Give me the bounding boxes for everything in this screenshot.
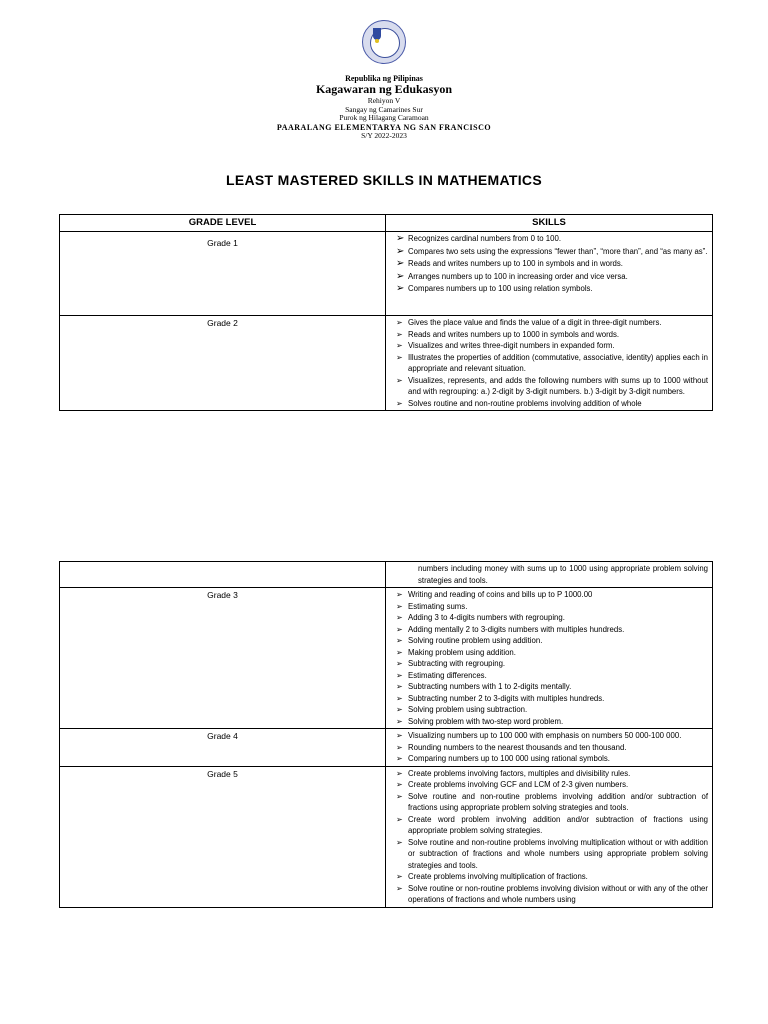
list-item: ➢ Solve routine and non-routine problems involving addition and/or subtraction of fractions using appropriate problem solving strategies and tools.: [396, 791, 708, 814]
list-item: ➢ Solve routine or non-routine problems involving division without or with any of the other operations of fractions and whole numbers using: [396, 883, 708, 906]
list-item: ➢ Visualizes, represents, and adds the following numbers with sums up to 1000 without and with regrouping: a.) 2-digit by 3-digit numbers. b.) 3-digit by 3-digit numbers.: [396, 375, 708, 398]
list-item: ➢ Create word problem involving addition and/or subtraction of fractions using appropriate problem solving strategies.: [396, 814, 708, 837]
continued-skill-text: numbers including money with sums up to 1000 using appropriate problem solving strategies and tools.: [418, 564, 708, 585]
skills-cell: [386, 316, 713, 411]
grade-cell: Grade 1: [60, 232, 386, 316]
list-item: ➢ Visualizing numbers up to 100 000 with emphasis on numbers 50 000-100 000.: [396, 730, 708, 742]
skills-cell: [386, 588, 713, 729]
list-item: ➢ Subtracting number 2 to 3-digits with multiples hundreds.: [396, 693, 708, 705]
grade-cell: Grade 3: [60, 588, 386, 729]
list-item: ➢ Reads and writes numbers up to 1000 in symbols and words.: [396, 329, 708, 341]
grade-cell: Grade 4: [60, 729, 386, 767]
skills-list: [386, 767, 712, 907]
document-header: [0, 20, 768, 141]
list-item: ➢ Writing and reading of coins and bills up to P 1000.00: [396, 589, 708, 601]
table-row: [60, 562, 713, 588]
table-row: [60, 316, 713, 411]
list-item: ➢ Adding mentally 2 to 3-digits numbers with multiples hundreds.: [396, 624, 708, 636]
document-title: LEAST MASTERED SKILLS IN MATHEMATICS: [226, 172, 542, 188]
department-line: Kagawaran ng Edukasyon: [315, 82, 453, 97]
list-item: ➢ Visualizes and writes three-digit numbers in expanded form.: [396, 340, 708, 352]
list-item: ➢ Gives the place value and finds the value of a digit in three-digit numbers.: [396, 317, 708, 329]
school-year: S/Y 2022-2023: [361, 131, 407, 141]
list-item: ➢ Solving problem using subtraction.: [396, 704, 708, 716]
table-row: [60, 729, 713, 767]
skills-cell: [386, 766, 713, 907]
list-item: ➢ Adding 3 to 4-digits numbers with regrouping.: [396, 612, 708, 624]
skills-cell: [386, 232, 713, 316]
school-name: PAARALANG ELEMENTARYA NG SAN FRANCISCO: [276, 122, 492, 132]
skills-header: SKILLS: [386, 215, 713, 232]
grade-cell: Grade 5: [60, 766, 386, 907]
list-item: ➢ Subtracting with regrouping.: [396, 658, 708, 670]
list-item: ➢ Arranges numbers up to 100 in increasing order and vice versa.: [396, 271, 708, 284]
skills-cell: [386, 562, 713, 588]
list-item: ➢ Recognizes cardinal numbers from 0 to 100.: [396, 233, 708, 246]
skills-list: [386, 588, 712, 728]
table-row: [60, 232, 713, 316]
list-item: ➢ Create problems involving factors, multiples and divisibility rules.: [396, 768, 708, 780]
list-item: ➢ Create problems involving multiplication of fractions.: [396, 871, 708, 883]
list-item: ➢ Solves routine and non-routine problems involving addition of whole: [396, 398, 708, 410]
skills-list: [386, 729, 712, 766]
list-item: ➢ Compares numbers up to 100 using relation symbols.: [396, 283, 708, 296]
skills-list: [386, 232, 712, 297]
division-line: Sangay ng Camarines Sur: [345, 104, 423, 114]
list-item: ➢ Estimating differences.: [396, 670, 708, 682]
grade-cell: Grade 2: [60, 316, 386, 411]
republic-line: Republika ng Pilipinas: [345, 74, 423, 83]
list-item: ➢ Compares two sets using the expressions “fewer than”, “more than”, and “as many as”.: [396, 246, 708, 259]
list-item: ➢ Reads and writes numbers up to 100 in symbols and in words.: [396, 258, 708, 271]
list-item: ➢ Solve routine and non-routine problems involving multiplication without or with addition or subtraction of fractions and whole numbers using appropriate problem solving strategies and tools.: [396, 837, 708, 872]
skills-cell: [386, 729, 713, 767]
table-row: [60, 766, 713, 907]
table-header-row: [60, 215, 713, 232]
skills-list: [386, 316, 712, 410]
table-row: [60, 588, 713, 729]
list-item: ➢ Illustrates the properties of addition (commutative, associative, identity) applies each in appropriate and relevant situation.: [396, 352, 708, 375]
list-item: ➢ Solving routine problem using addition.: [396, 635, 708, 647]
district-line: Purok ng Hilagang Caramoan: [339, 113, 429, 123]
skills-table-page1: [59, 214, 713, 411]
list-item: ➢ Subtracting numbers with 1 to 2-digits mentally.: [396, 681, 708, 693]
grade-cell: [60, 562, 386, 588]
deped-seal-icon: [362, 20, 406, 64]
skills-table-page2: [59, 561, 713, 908]
list-item: ➢ Estimating sums.: [396, 601, 708, 613]
list-item: ➢ Solving problem with two-step word problem.: [396, 716, 708, 728]
grade-level-header: GRADE LEVEL: [60, 215, 386, 232]
list-item: ➢ Rounding numbers to the nearest thousands and ten thousand.: [396, 742, 708, 754]
list-item: ➢ Create problems involving GCF and LCM of 2-3 given numbers.: [396, 779, 708, 791]
list-item: ➢ Making problem using addition.: [396, 647, 708, 659]
list-item: ➢ Comparing numbers up to 100 000 using rational symbols.: [396, 753, 708, 765]
region-line: Rehiyon V: [367, 95, 401, 105]
